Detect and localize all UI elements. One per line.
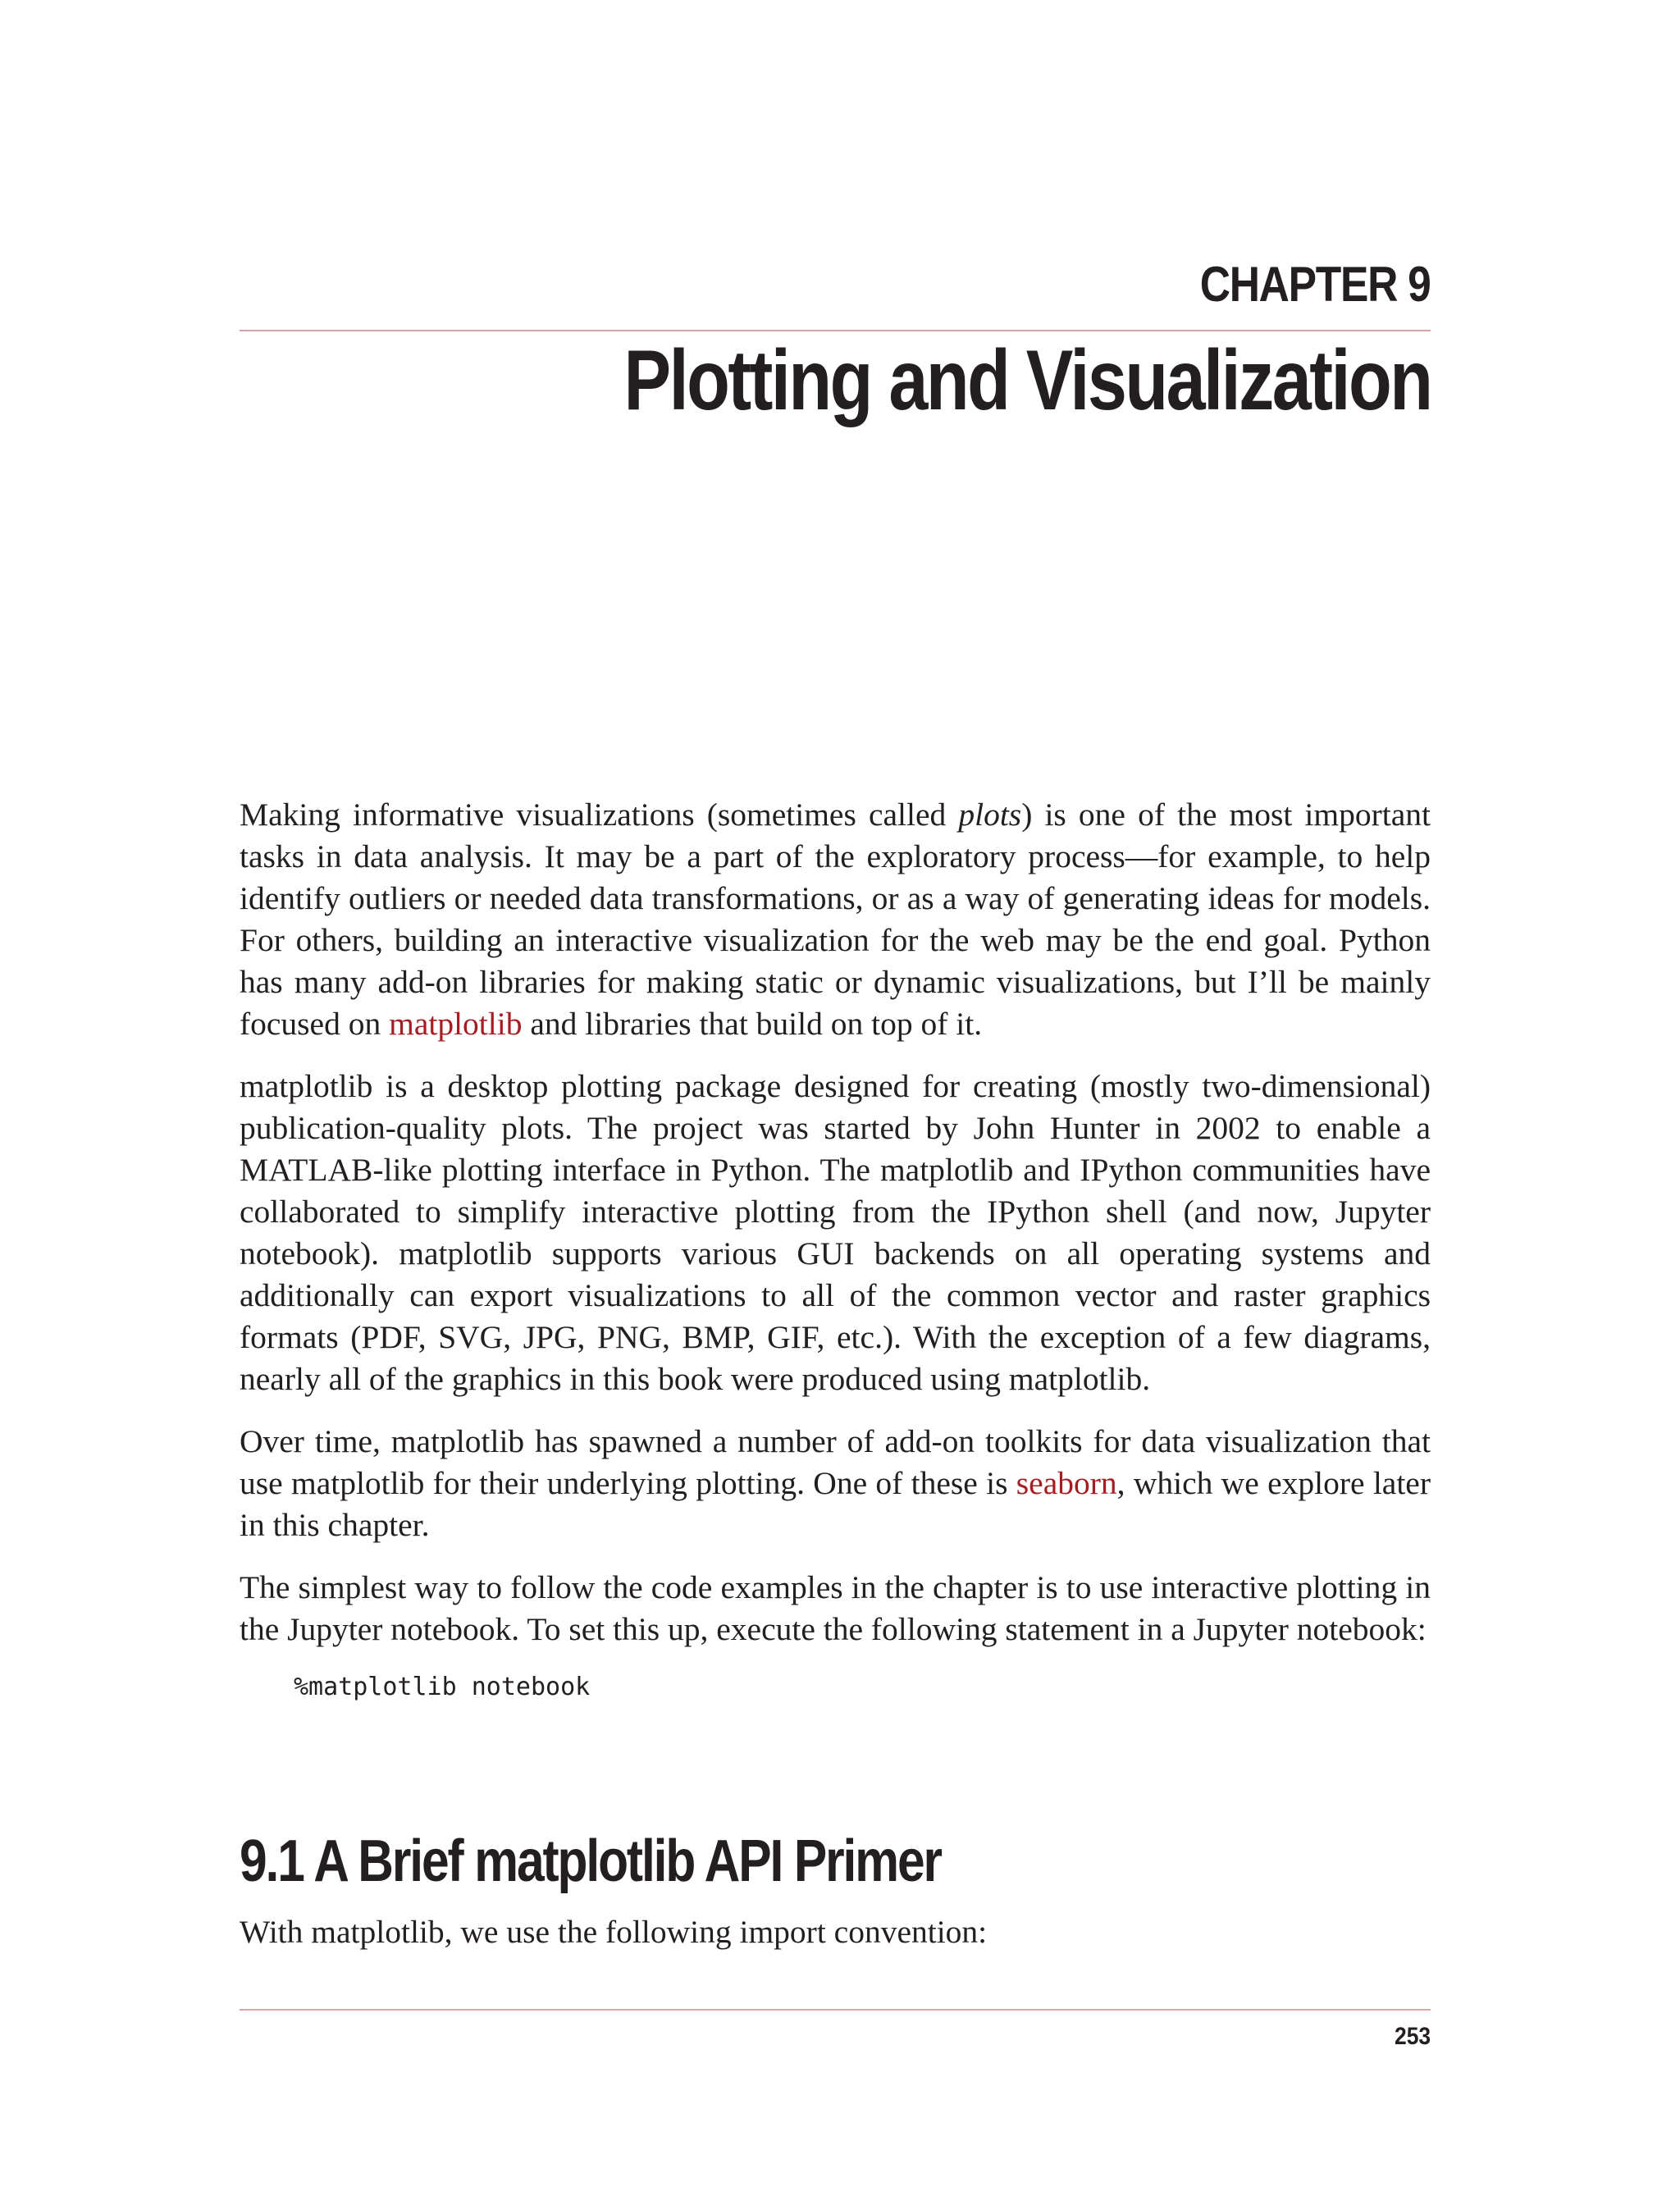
chapter-label: CHAPTER 9 (1200, 257, 1431, 312)
intro-paragraph-2: matplotlib is a desktop plotting package designed for creating (mostly two-dimensional) publication-quality plots. The project was started by John Hunter in 2002 to enable a MATLAB-like plotting interface in Python. The matplotlib and IPython communities have collaborated to simplify interactive plotting from the IPython shell (and now, Jupyter notebook). matplotlib supports various GUI backends on all operating systems and additionally can export visualizations to all of the common vector and raster graphics formats (PDF, SVG, JPG, PNG, BMP, GIF, etc.). With the exception of a few diagrams, nearly all of the graphics in this book were produced using matplotlib. (240, 1068, 1431, 1397)
text-run: Making informative visualizations (sometimes called (240, 797, 959, 833)
text-run: , which we explore later in this chapter. (240, 1465, 1431, 1543)
matplotlib-link[interactable]: matplotlib (389, 1006, 523, 1042)
chapter-divider (240, 330, 1431, 331)
seaborn-link[interactable]: seaborn (1016, 1465, 1117, 1501)
intro-paragraph-4: The simplest way to follow the code examples in the chapter is to use interactive plotting in the Jupyter notebook. To set this up, execute the following statement in a Jupyter notebook: (240, 1569, 1431, 1647)
code-block: %matplotlib notebook (294, 1673, 591, 1701)
section-heading: 9.1 A Brief matplotlib API Primer (240, 1828, 941, 1894)
intro-paragraph-3 (240, 1421, 1431, 1546)
page-number: 253 (1394, 2023, 1431, 2050)
section-paragraph: With matplotlib, we use the following import convention: (240, 1914, 988, 1950)
text-run: Over time, matplotlib has spawned a number of add-on toolkits for data visualization that use matplotlib for their underlying plotting. One of these is (240, 1423, 1431, 1501)
text-run: and libraries that build on top of it. (522, 1006, 983, 1042)
footer-divider (240, 2009, 1431, 2011)
emphasis-plots: plots (958, 797, 1022, 833)
chapter-intro (240, 794, 1431, 1704)
text-run: ) is one of the most important tasks in data analysis. It may be a part of the exploratory process—for example, to help identify outliers or needed data transformations, or as a way of generating ideas for models. For others, building an interactive visualization for the web may be the end goal. Python has many add-on libraries for making static or dynamic visualizations, but I’ll be mainly focused on (240, 797, 1431, 1042)
intro-paragraph-1 (240, 794, 1431, 1045)
chapter-title: Plotting and Visualization (623, 333, 1431, 428)
